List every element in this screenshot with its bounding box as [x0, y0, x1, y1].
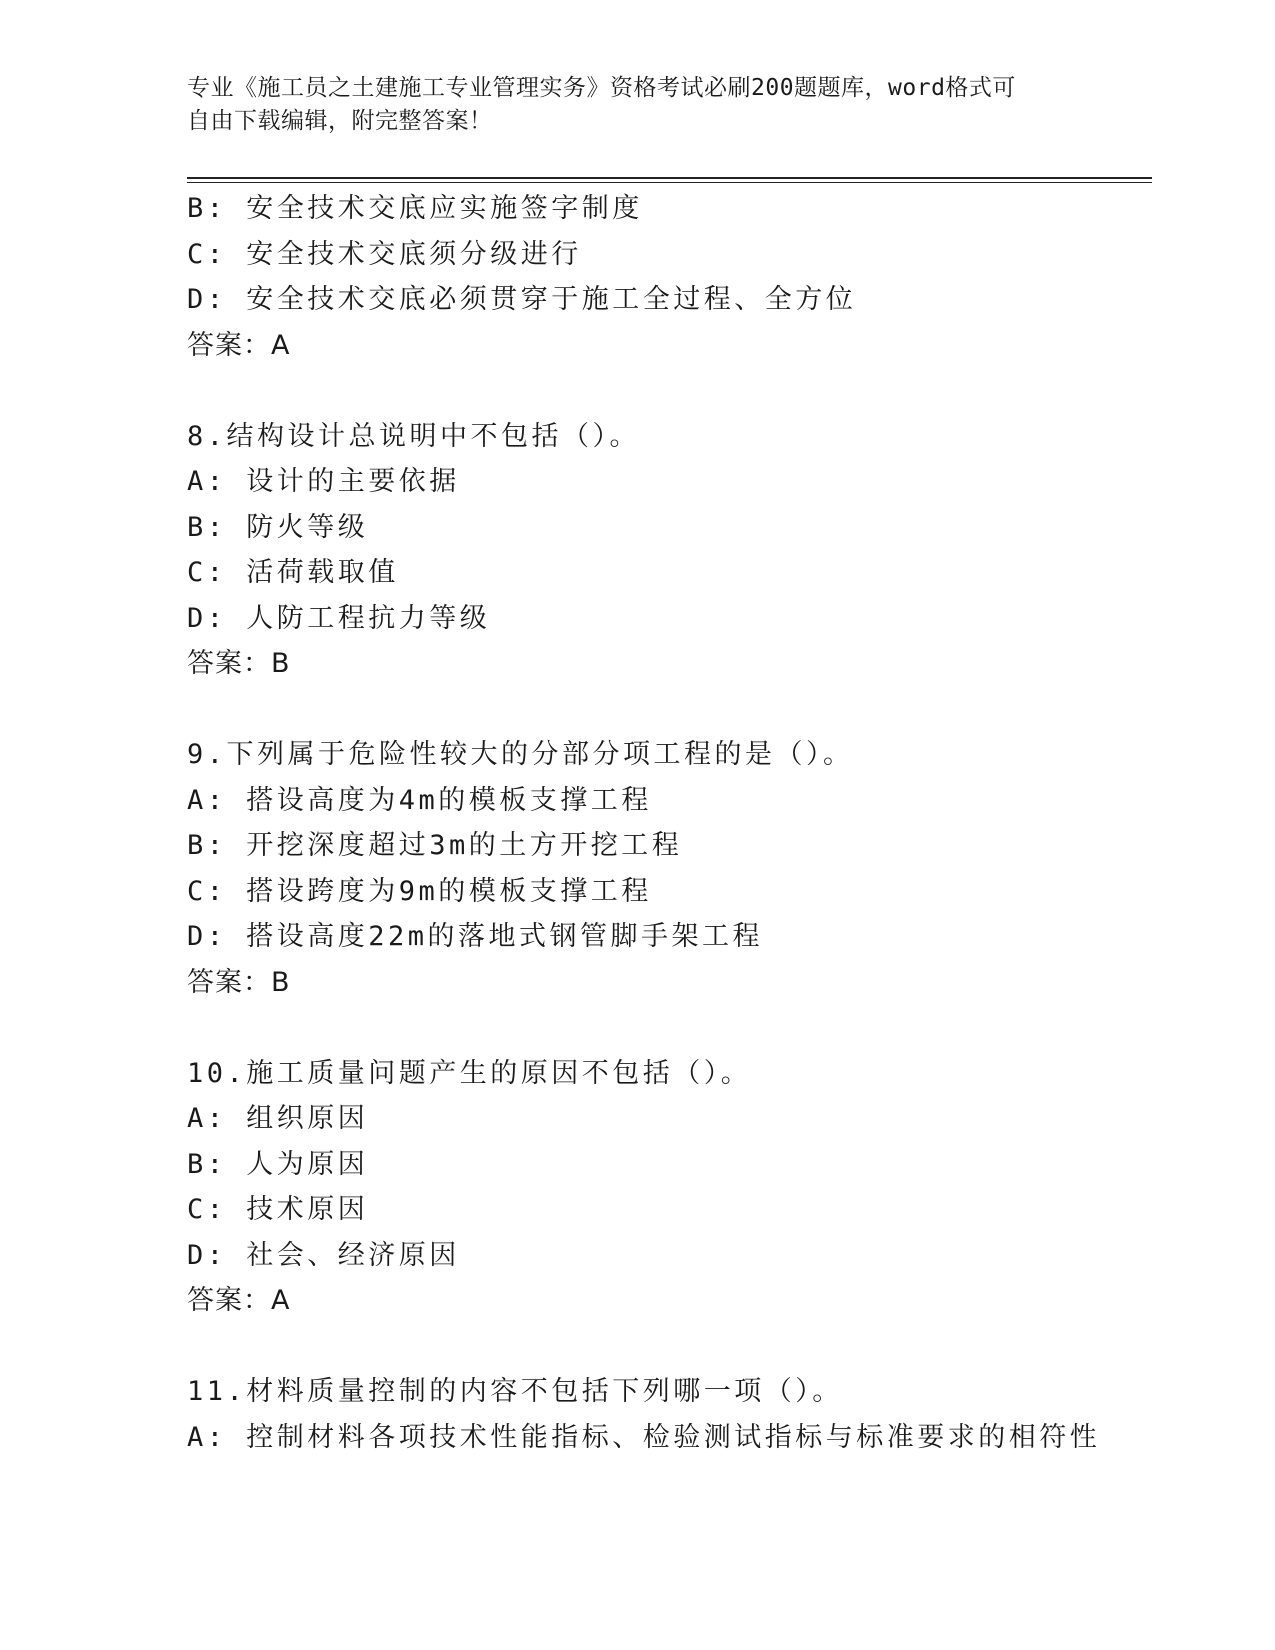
option-c: C: 安全技术交底须分级进行: [187, 238, 582, 270]
question-text: 11.材料质量控制的内容不包括下列哪一项（）。: [187, 1376, 843, 1407]
spacer: [187, 1324, 1152, 1370]
option-a: A: 设计的主要依据: [187, 466, 460, 497]
option-b: B: 防火等级: [187, 511, 369, 543]
option-a: A: 组织原因: [187, 1103, 369, 1134]
option-b: B: 人为原因: [187, 1148, 369, 1180]
question-text: 10.施工质量问题产生的原因不包括（）。: [187, 1057, 752, 1089]
header-rule-thick: [187, 177, 1152, 179]
option-c: C: 活荷载取值: [187, 557, 399, 588]
answer: 答案：A: [187, 329, 291, 361]
question-list: [187, 186, 1152, 1460]
answer: 答案：B: [187, 966, 291, 998]
answer: 答案：B: [187, 648, 291, 679]
question-text: 9.下列属于危险性较大的分部分项工程的是（）。: [187, 739, 854, 770]
option-c: C: 搭设跨度为9m的模板支撑工程: [187, 875, 652, 907]
option-a: A: 搭设高度为4m的模板支撑工程: [187, 784, 652, 816]
option-d: D: 搭设高度22m的落地式钢管脚手架工程: [187, 921, 764, 952]
question-11: [187, 1369, 1152, 1460]
spacer: [187, 1005, 1152, 1051]
question-10: [187, 1051, 1152, 1324]
spacer: [187, 368, 1152, 414]
option-d: D: 人防工程抗力等级: [187, 602, 491, 634]
option-b: B: 开挖深度超过3m的土方开挖工程: [187, 830, 683, 861]
document-header: [187, 72, 1067, 138]
option-a: A: 控制材料各项技术性能指标、检验测试指标与标准要求的相符性: [187, 1421, 1101, 1453]
question-8: [187, 414, 1152, 687]
question-7-tail: [187, 186, 1152, 368]
header-line-1: 专业《施工员之土建施工专业管理实务》资格考试必刷200题题库，word格式可: [187, 75, 1016, 101]
question-9: [187, 732, 1152, 1005]
answer: 答案：A: [187, 1285, 291, 1316]
question-text: 8.结构设计总说明中不包括（）。: [187, 420, 641, 452]
option-d: D: 安全技术交底必须贯穿于施工全过程、全方位: [187, 284, 857, 315]
option-b: B: 安全技术交底应实施签字制度: [187, 193, 643, 224]
header-line-2: 自由下载编辑，附完整答案！: [187, 108, 493, 134]
header-rule-thin: [187, 182, 1152, 183]
option-c: C: 技术原因: [187, 1194, 369, 1225]
spacer: [187, 687, 1152, 733]
option-d: D: 社会、经济原因: [187, 1239, 460, 1271]
